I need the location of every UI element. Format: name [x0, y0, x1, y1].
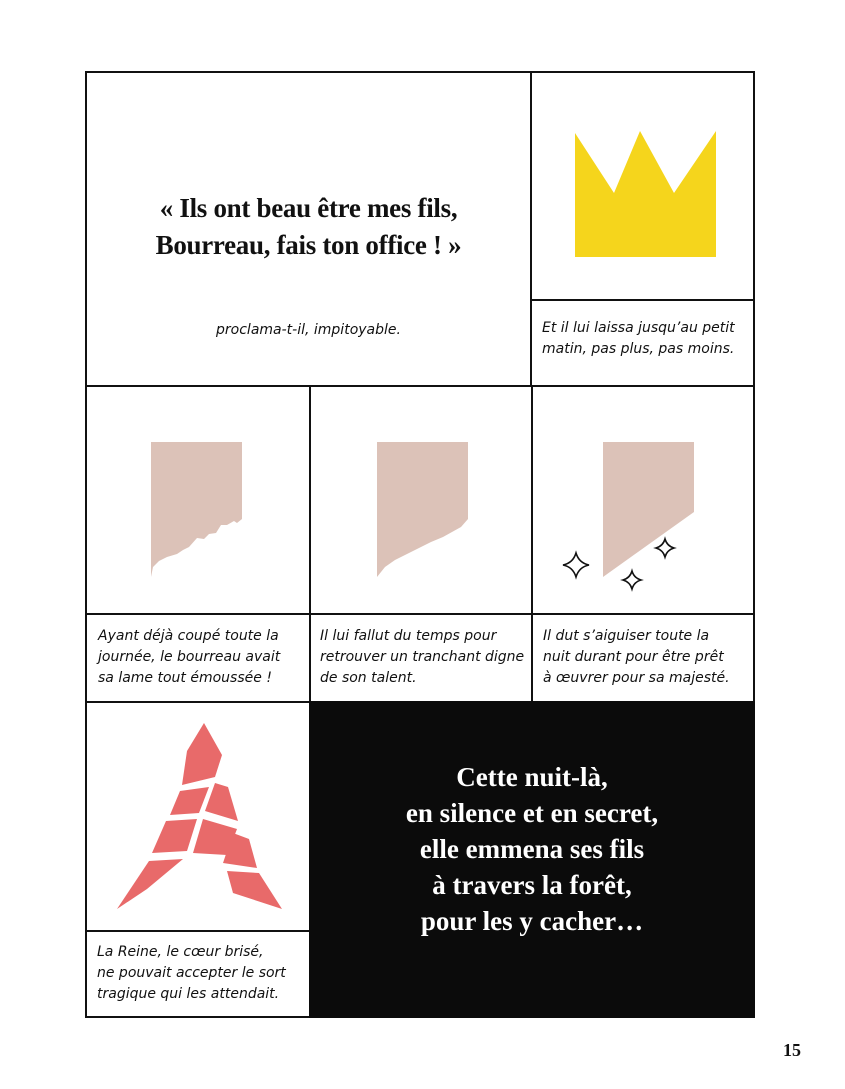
caption-line: Et il lui laissa jusqu’au petit — [542, 320, 735, 336]
crown-icon — [532, 73, 755, 301]
blade-shape — [151, 442, 242, 577]
quote-caption: proclama-t-il, impitoyable. — [216, 322, 401, 338]
panel-blade-2-caption — [309, 613, 533, 703]
crown-shape — [575, 131, 716, 257]
blade-shape — [377, 442, 468, 577]
caption-line: Il dut s’aiguiser toute la — [543, 628, 710, 644]
narration-line: Cette nuit-là, — [456, 762, 608, 792]
blade-3-caption — [543, 626, 730, 689]
chipped-blade-icon — [87, 387, 311, 615]
panel-crown — [530, 71, 755, 301]
caption-line: matin, pas plus, pas moins. — [542, 341, 735, 357]
caption-line: tragique qui les attendait. — [97, 986, 280, 1002]
panel-quote — [85, 71, 532, 387]
narration-line: en silence et en secret, — [405, 798, 659, 828]
page-number: 15 — [783, 1040, 801, 1060]
blade-2-caption — [320, 626, 524, 689]
blade-1-caption — [98, 626, 280, 689]
panel-crown-caption — [530, 299, 755, 387]
narration-line: pour les y cacher… — [420, 906, 644, 936]
caption-line: sa lame tout émoussée ! — [98, 670, 272, 686]
blade-shape — [603, 442, 694, 577]
smoother-blade-icon — [311, 387, 533, 615]
caption-line: Il lui fallut du temps pour — [320, 628, 497, 644]
caption-line: journée, le bourreau avait — [98, 649, 281, 665]
night-narration — [311, 759, 753, 939]
king-quote — [87, 190, 530, 264]
crown-caption — [542, 318, 735, 360]
caption-line: de son talent. — [320, 670, 417, 686]
panel-blade-1-caption — [85, 613, 311, 703]
panel-broken-shape-caption — [85, 930, 311, 1018]
sharp-blade-icon — [533, 387, 755, 615]
caption-line: ne pouvait accepter le sort — [97, 965, 286, 981]
caption-line: La Reine, le cœur brisé, — [97, 944, 264, 960]
quote-line: Bourreau, fais ton office ! » — [155, 230, 462, 260]
caption-line: retrouver un tranchant digne — [320, 649, 525, 665]
panel-night-narration — [309, 701, 755, 1018]
panel-blade-3-caption — [531, 613, 755, 703]
panel-broken-shape — [85, 701, 311, 932]
queen-caption — [97, 942, 286, 1005]
panel-blade-2 — [309, 385, 533, 615]
caption-line: à œuvrer pour sa majesté. — [543, 670, 730, 686]
broken-crown-peak-icon — [87, 703, 311, 932]
caption-line: nuit durant pour être prêt — [543, 649, 724, 665]
narration-line: à travers la forêt, — [432, 870, 632, 900]
panel-blade-3 — [531, 385, 755, 615]
panel-blade-1 — [85, 385, 311, 615]
comic-page-frame — [85, 71, 755, 1018]
narration-line: elle emmena ses fils — [419, 834, 645, 864]
quote-line: « Ils ont beau être mes fils, — [159, 193, 458, 223]
caption-line: Ayant déjà coupé toute la — [98, 628, 279, 644]
broken-shape — [117, 723, 282, 909]
